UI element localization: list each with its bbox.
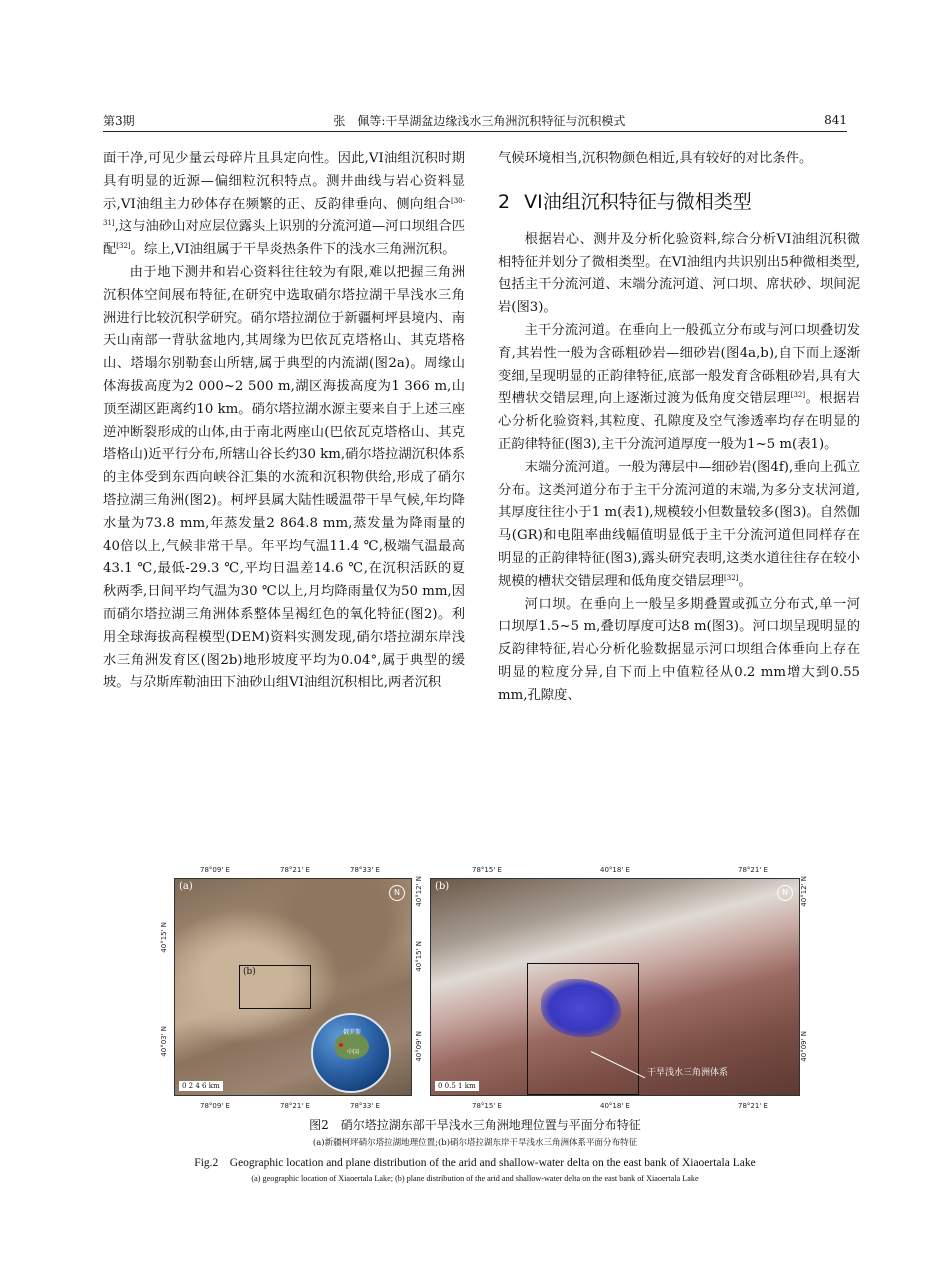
tick-label: 40°18' E (600, 866, 630, 874)
tick-label: 78°21' E (738, 866, 768, 874)
section-number: 2 (498, 190, 511, 213)
section-heading (498, 189, 860, 215)
paragraph (498, 457, 860, 594)
tick-label: 40°12' N (415, 876, 423, 907)
figure-2 (150, 866, 810, 1116)
text: 。综上,VI油组属于干旱炎热条件下的浅水三角洲沉积。 (130, 242, 456, 258)
satellite-map-a (174, 878, 412, 1096)
caption-cn-sub: (a)新疆柯坪硝尔塔拉湖地理位置;(b)硝尔塔拉湖东岸干旱浅水三角洲体系平面分布特征 (312, 1138, 638, 1148)
text: 面干净,可见少量云母碎片且具定向性。因此,VI油组沉积时期具有明显的近源—偏细粒沉积特点。测井曲线与岩心资料显示,VI油组主力砂体存在频繁的正、反韵律垂向、侧向组合 (103, 151, 465, 212)
text: 。根据岩心分析化验资料,其粒度、孔隙度及空气渗透率均存在明显的正韵律特征(图3),主干分流河道厚度一般为1~5 m(表1)。 (498, 391, 860, 452)
inset-box-label: (b) (243, 967, 256, 977)
paragraph: 由于地下测井和岩心资料往往较为有限,难以把握三角洲沉积体空间展布特征,在研究中选取硝尔塔拉湖干旱浅水三角洲进行比较沉积学研究。硝尔塔拉湖位于新疆柯坪县境内、南天山南部一背驮盆地内,其周缘为巴依瓦克塔格山、其克塔格山、塔塌尔别勒套山所辖,属于典型的内流湖(图2a)。周缘山体海拔高度为2 000~2 500 m,湖区海拔高度为1 366 m,山顶至湖区距离约10 km。硝尔塔拉湖水源主要来自于上述三座逆冲断裂形成的山体,由于南北两座山(巴依瓦克塔格山、其克塔格山)近平行分布,所辖山谷长约30 km,硝尔塔拉湖沉积体系的主体受到东西向峡谷汇集的水流和沉积物供给,形成了硝尔塔拉湖三角洲(图2)。柯坪县属大陆性暖温带干旱气候,年均降水量为73.8 mm,年蒸发量2 864.8 mm,蒸发量为降雨量的40倍以上,气候非常干旱。年平均气温11.4 ℃,极端气温最高43.1 ℃,最低-29.3 ℃,平均日温差14.6 ℃,在沉积活跃的夏秋两季,日间平均气温为30 ℃以上,月均降雨量仅为50 mm,因而硝尔塔拉湖三角洲体系整体呈褐红色的氧化特征(图2)。利用全球海拔高程模型(DEM)资料实测发现,硝尔塔拉湖东岸浅水三角洲发育区(图2b)地形坡度平均为0.04°,属于典型的缓坡。与尕斯库勒油田下油砂山组VI油组沉积相比,两者沉积 (103, 264, 465, 691)
tick-label: 78°33' E (350, 1102, 380, 1110)
header-rule (103, 131, 847, 132)
tick-label: 78°15' E (472, 866, 502, 874)
panel-label: (b) (435, 881, 450, 892)
citation: [32] (790, 391, 806, 400)
scale-bar: 0 2 4 6 km (179, 1081, 223, 1091)
citation: [30-31] (103, 196, 465, 228)
text: 主干分流河道。在垂向上一般孤立分布或与河口坝叠切发育,其岩性一般为含砾粗砂岩—细砂岩(图4a,b),自下而上逐渐变细,呈现明显的正韵律特征,底部一般发育含砾粗砂岩,具有大型槽状交错层理,向上逐渐过渡为低角度交错层理 (498, 322, 860, 407)
tick-label: 78°21' E (280, 1102, 310, 1110)
citation: [32] (724, 573, 739, 582)
north-arrow-icon: N (389, 885, 405, 901)
text: 。 (738, 573, 752, 589)
citation: [32] (116, 242, 131, 251)
caption-en-title: Fig.2 Geographic location and plane distribution of the arid and shallow-water delta on the east bank of Xiaoertala Lake (194, 1157, 756, 1169)
tick-label: 78°21' E (738, 1102, 768, 1110)
caption-cn-title: 图2 硝尔塔拉湖东部干旱浅水三角洲地理位置与平面分布特征 (309, 1118, 641, 1132)
text: ,这与油砂山对应层位露头上识别的分流河道—河口坝组合匹配 (103, 219, 465, 258)
location-marker-icon (339, 1043, 343, 1047)
right-column (498, 148, 860, 708)
left-column (103, 148, 465, 695)
paragraph (498, 320, 860, 457)
tick-label: 40°15' N (415, 941, 423, 972)
paragraph (103, 148, 465, 262)
page-number: 841 (824, 113, 847, 127)
study-area-box (527, 963, 639, 1095)
tick-label: 40°15' N (160, 922, 168, 953)
tick-label: 78°21' E (280, 866, 310, 874)
tick-label: 78°09' E (200, 1102, 230, 1110)
paragraph: 气候环境相当,沉积物颜色相近,具有较好的对比条件。 (498, 151, 813, 166)
tick-label: 40°09' N (800, 1031, 808, 1062)
tick-label: 78°09' E (200, 866, 230, 874)
scale-bar: 0 0.5 1 km (435, 1081, 479, 1091)
running-header (103, 110, 847, 130)
text: 末端分流河道。一般为薄层中—细砂岩(图4f),垂向上孤立分布。这类河道分布于主干分流河道的末端,为多分支状河道,其厚度往往小于1 m(表1),规模较小但数量较多(图3)。自然伽马(GR)和电阻率曲线幅值明显低于主干分流河道但同样存在明显的正韵律特征(图3),露头研究表明,这类水道往往存在较小规模的槽状交错层理和低角度交错层理 (498, 459, 860, 589)
caption-en-sub: (a) geographic location of Xiaoertala Lake; (b) plane distribution of the arid and shallow-water delta on the east bank of Xiaoertala Lake (251, 1174, 699, 1183)
tick-label: 40°09' N (415, 1031, 423, 1062)
globe-label: 俄罗斯 (343, 1029, 362, 1036)
running-title: 张 佩等:干旱湖盆边缘浅水三角洲沉积特征与沉积模式 (333, 113, 626, 128)
tick-label: 78°33' E (350, 866, 380, 874)
globe-label: 中国 (347, 1049, 360, 1056)
globe-inset (311, 1013, 391, 1093)
paragraph: 河口坝。在垂向上一般呈多期叠置或孤立分布式,单一河口坝厚1.5~5 m,叠切厚度可达8 m(图3)。河口坝呈现明显的反韵律特征,岩心分析化验数据显示河口坝组合体垂向上存在明显的粒度分异,自下而上中值粒径从0.2 mm增大到0.55 mm,孔隙度、 (498, 596, 860, 703)
tick-label: 40°18' E (600, 1102, 630, 1110)
inset-box (239, 965, 311, 1009)
tick-label: 78°15' E (472, 1102, 502, 1110)
panel-label: (a) (179, 881, 193, 892)
paragraph: 根据岩心、测井及分析化验资料,综合分析VI油组沉积微相特征并划分了微相类型。在VI油组内共识别出5种微相类型,包括主干分流河道、末端分流河道、河口坝、席状砂、坝间泥岩(图3)。 (498, 231, 860, 316)
satellite-map-b (430, 878, 800, 1096)
callout-label: 干旱浅水三角洲体系 (647, 1068, 729, 1078)
tick-label: 40°03' N (160, 1026, 168, 1057)
tick-label: 40°12' N (800, 876, 808, 907)
section-title: VI油组沉积特征与微相类型 (524, 190, 752, 213)
issue-number: 第3期 (103, 113, 135, 128)
north-arrow-icon: N (777, 885, 793, 901)
